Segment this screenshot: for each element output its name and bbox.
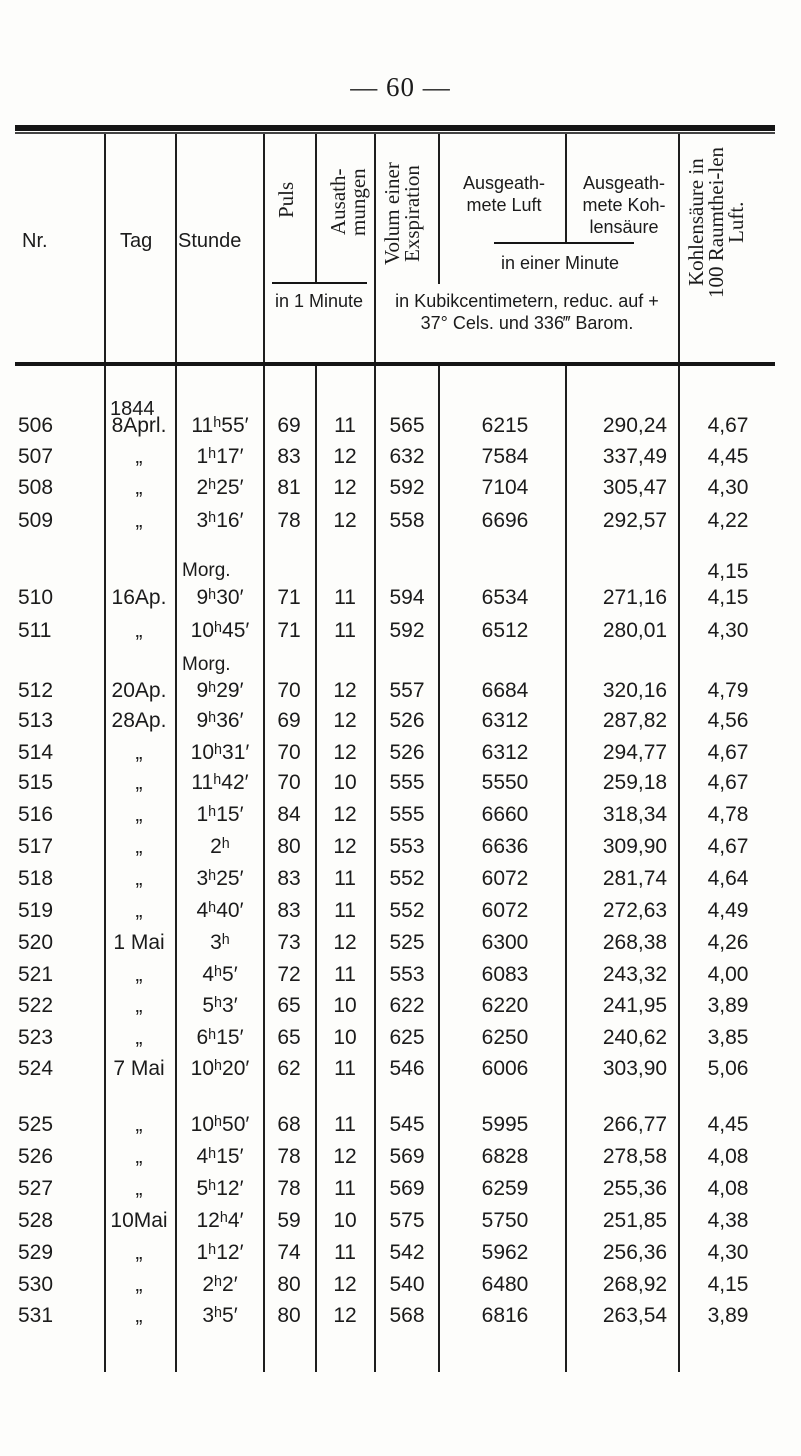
cell-nr: 515 <box>18 771 54 794</box>
cell-koh: 243,32 <box>602 963 668 986</box>
header-kohlensaeure-pct-text: Kohlensäure in 100 Raumthei-len Luft. <box>684 146 748 298</box>
cell-tag: 1 Mai <box>113 931 165 954</box>
table-row <box>0 1142 801 1172</box>
cell-luft: 6312 <box>481 709 529 732</box>
header-in-einer-minute: in einer Minute <box>500 253 620 273</box>
cell-pct: 4,67 <box>707 771 749 794</box>
table-row <box>0 991 801 1021</box>
table-row <box>0 1110 801 1140</box>
cell-tag: 28Ap. <box>111 709 167 732</box>
cell-stunde: 2ʰ <box>210 835 230 858</box>
top-rule <box>15 125 775 131</box>
cell-aus: 11 <box>334 619 356 642</box>
cell-koh: 268,92 <box>602 1273 668 1296</box>
cell-tag: „ <box>135 1177 143 1200</box>
cell-puls: 78 <box>277 1145 301 1168</box>
cell-tag: „ <box>135 1113 143 1136</box>
table-row <box>0 832 801 862</box>
cell-pct: 4,56 <box>707 709 749 732</box>
cell-puls: 83 <box>277 445 301 468</box>
cell-puls: 83 <box>277 899 301 922</box>
table-row <box>0 442 801 472</box>
cell-stunde: 3ʰ5′ <box>202 1304 238 1327</box>
page-number: — 60 — <box>350 72 451 102</box>
cell-vol: 592 <box>389 619 425 642</box>
cell-koh: 268,38 <box>602 931 668 954</box>
cell-nr: 508 <box>18 476 54 499</box>
cell-aus: 10 <box>333 1026 357 1049</box>
cell-stunde: 5ʰ3′ <box>202 994 238 1017</box>
cell-koh: 259,18 <box>602 771 668 794</box>
header-nr: Nr. <box>22 230 48 252</box>
cell-luft: 6072 <box>481 867 529 890</box>
cell-tag: 16Ap. <box>111 586 167 609</box>
cell-pct: 4,67 <box>707 835 749 858</box>
col-divider <box>315 134 317 284</box>
table-row <box>0 1174 801 1204</box>
cell-puls: 78 <box>277 1177 301 1200</box>
brace-right <box>494 242 634 244</box>
cell-vol: 569 <box>389 1145 425 1168</box>
cell-puls: 78 <box>277 509 301 532</box>
cell-puls: 70 <box>277 679 301 702</box>
cell-pct: 4,45 <box>707 445 749 468</box>
cell-luft: 5995 <box>481 1113 529 1136</box>
cell-stunde: 4ʰ15′ <box>196 1145 244 1168</box>
cell-nr: 529 <box>18 1241 54 1264</box>
cell-koh: 290,24 <box>602 414 668 437</box>
cell-pct: 4,00 <box>707 963 749 986</box>
cell-stunde: 2ʰ25′ <box>196 476 244 499</box>
cell-pct: 4,45 <box>707 1113 749 1136</box>
cell-pct: 3,89 <box>707 1304 749 1327</box>
cell-pct: 4,30 <box>707 1241 749 1264</box>
cell-pct: 5,06 <box>707 1057 749 1080</box>
cell-nr: 510 <box>18 586 54 609</box>
cell-vol: 545 <box>389 1113 425 1136</box>
cell-luft: 6300 <box>481 931 529 954</box>
cell-stunde: 11ʰ42′ <box>191 771 249 794</box>
cell-aus: 11 <box>334 867 356 890</box>
cell-nr: 525 <box>18 1113 54 1136</box>
cell-nr: 519 <box>18 899 54 922</box>
cell-vol: 594 <box>389 586 425 609</box>
cell-luft: 6220 <box>481 994 529 1017</box>
cell-luft: 5962 <box>481 1241 529 1264</box>
cell-vol: 555 <box>389 771 425 794</box>
cell-tag: „ <box>135 1241 143 1264</box>
table-row <box>0 928 801 958</box>
cell-koh: 318,34 <box>602 803 668 826</box>
cell-pct: 4,15 <box>707 586 749 609</box>
cell-luft: 6083 <box>481 963 529 986</box>
cell-nr: 527 <box>18 1177 54 1200</box>
cell-aus: 11 <box>334 1057 356 1080</box>
cell-koh: 251,85 <box>602 1209 668 1232</box>
cell-vol: 553 <box>389 835 425 858</box>
cell-aus: 11 <box>334 899 356 922</box>
cell-pct: 3,89 <box>707 994 749 1017</box>
cell-puls: 71 <box>277 586 301 609</box>
cell-puls: 80 <box>277 835 301 858</box>
cell-koh: 305,47 <box>602 476 668 499</box>
table-row <box>0 896 801 926</box>
cell-pct: 4,30 <box>707 476 749 499</box>
cell-luft: 6684 <box>481 679 529 702</box>
cell-vol: 557 <box>389 679 425 702</box>
cell-koh: 256,36 <box>602 1241 668 1264</box>
header-stunde: Stunde <box>178 230 242 252</box>
cell-stunde: 2ʰ2′ <box>202 1273 238 1296</box>
cell-aus: 12 <box>333 1304 357 1327</box>
cell-vol: 592 <box>389 476 425 499</box>
cell-pct: 4,79 <box>707 679 749 702</box>
cell-luft: 6480 <box>481 1273 529 1296</box>
cell-aus: 12 <box>333 709 357 732</box>
cell-tag: „ <box>135 1145 143 1168</box>
cell-stunde: 1ʰ12′ <box>196 1241 244 1264</box>
table-row <box>0 738 801 768</box>
cell-luft: 6696 <box>481 509 529 532</box>
cell-aus: 12 <box>333 1145 357 1168</box>
header-volum-text: Volum einer Exspiration <box>380 162 424 266</box>
header-kohlensaeure <box>570 172 678 238</box>
cell-stunde: 3ʰ <box>210 931 230 954</box>
cell-stunde: 3ʰ16′ <box>196 509 244 532</box>
cell-nr: 520 <box>18 931 54 954</box>
cell-stunde: 4ʰ40′ <box>196 899 244 922</box>
cell-tag: 8Aprl. <box>111 414 167 437</box>
header-rule <box>15 362 775 366</box>
cell-tag: „ <box>135 509 143 532</box>
cell-vol: 555 <box>389 803 425 826</box>
header-luft-text: Ausgeath-mete Luft <box>462 173 546 215</box>
cell-aus: 11 <box>334 1241 356 1264</box>
header-in-1-minute: in 1 Minute <box>274 291 364 311</box>
cell-puls: 69 <box>277 709 301 732</box>
cell-pct: 4,64 <box>707 867 749 890</box>
cell-puls: 62 <box>277 1057 301 1080</box>
table-row <box>0 1238 801 1268</box>
cell-tag: „ <box>135 476 143 499</box>
header-kohlensaeure-pct <box>686 142 766 302</box>
cell-nr: 514 <box>18 741 54 764</box>
table-row <box>0 583 801 613</box>
table-row <box>0 506 801 536</box>
cell-vol: 540 <box>389 1273 425 1296</box>
table-row <box>0 800 801 830</box>
cell-vol: 565 <box>389 414 425 437</box>
header-puls: Puls <box>274 181 298 219</box>
cell-tag: „ <box>135 835 143 858</box>
cell-vol: 542 <box>389 1241 425 1264</box>
cell-nr: 507 <box>18 445 54 468</box>
cell-koh: 281,74 <box>602 867 668 890</box>
cell-aus: 12 <box>333 445 357 468</box>
cell-aus: 12 <box>333 476 357 499</box>
cell-luft: 6006 <box>481 1057 529 1080</box>
cell-tag: „ <box>135 899 143 922</box>
cell-nr: 523 <box>18 1026 54 1049</box>
cell-vol: 526 <box>389 741 425 764</box>
table-row <box>0 960 801 990</box>
cell-tag: 7 Mai <box>113 1057 165 1080</box>
cell-stunde: 10ʰ20′ <box>190 1057 250 1080</box>
cell-nr: 518 <box>18 867 54 890</box>
cell-aus: 12 <box>333 1273 357 1296</box>
cell-koh: 309,90 <box>602 835 668 858</box>
cell-pct: 4,67 <box>707 414 749 437</box>
cell-aus: 12 <box>333 835 357 858</box>
cell-nr: 526 <box>18 1145 54 1168</box>
cell-luft: 5750 <box>481 1209 529 1232</box>
cell-nr: 517 <box>18 835 54 858</box>
cell-puls: 69 <box>277 414 301 437</box>
cell-stunde: 4ʰ5′ <box>202 963 238 986</box>
cell-luft: 6312 <box>481 741 529 764</box>
cell-puls: 84 <box>277 803 301 826</box>
table-row <box>0 1270 801 1300</box>
table-row <box>0 1206 801 1236</box>
cell-pct: 4,38 <box>707 1209 749 1232</box>
cell-nr: 530 <box>18 1273 54 1296</box>
header-ausathmungen-text: Ausath-mungen <box>326 168 370 236</box>
cell-luft: 6250 <box>481 1026 529 1049</box>
cell-aus: 11 <box>334 586 356 609</box>
cell-vol: 558 <box>389 509 425 532</box>
header-tag: Tag <box>120 230 153 252</box>
cell-pct: 4,15 <box>707 1273 749 1296</box>
header-kubik-note: in Kubikcentimetern, reduc. auf + 37° Cels. und 336‴ Barom. <box>395 291 659 333</box>
cell-stunde: 10ʰ50′ <box>190 1113 250 1136</box>
cell-puls: 80 <box>277 1304 301 1327</box>
cell-luft: 6215 <box>481 414 529 437</box>
cell-pct: 4,78 <box>707 803 749 826</box>
cell-vol: 569 <box>389 1177 425 1200</box>
cell-pct: 4,26 <box>707 931 749 954</box>
cell-aus: 10 <box>333 771 357 794</box>
cell-nr: 511 <box>18 619 52 642</box>
cell-koh: 280,01 <box>602 619 668 642</box>
cell-stunde: 10ʰ31′ <box>190 741 250 764</box>
cell-tag: „ <box>135 741 143 764</box>
table-row <box>0 706 801 736</box>
cell-nr: 506 <box>18 414 54 437</box>
cell-stunde: 1ʰ17′ <box>196 445 244 468</box>
cell-nr: 531 <box>18 1304 54 1327</box>
cell-koh: 241,95 <box>602 994 668 1017</box>
cell-aus: 12 <box>333 509 357 532</box>
cell-aus: 10 <box>333 1209 357 1232</box>
cell-koh: 292,57 <box>602 509 668 532</box>
table-row <box>0 768 801 798</box>
cell-vol: 625 <box>389 1026 425 1049</box>
cell-koh: 240,62 <box>602 1026 668 1049</box>
cell-koh: 266,77 <box>602 1113 668 1136</box>
cell-tag: 10Mai <box>110 1209 168 1232</box>
cell-vol: 546 <box>389 1057 425 1080</box>
cell-tag: „ <box>135 1304 143 1327</box>
cell-puls: 83 <box>277 867 301 890</box>
cell-tag: „ <box>135 803 143 826</box>
cell-vol: 552 <box>389 899 425 922</box>
header-ausathmungen <box>328 150 368 254</box>
cell-luft: 6512 <box>481 619 529 642</box>
cell-nr: 512 <box>18 679 54 702</box>
cell-puls: 70 <box>277 741 301 764</box>
cell-koh: 271,16 <box>602 586 668 609</box>
cell-stunde: 11ʰ55′ <box>191 414 249 437</box>
cell-stunde: 10ʰ45′ <box>190 619 250 642</box>
cell-nr: 516 <box>18 803 54 826</box>
cell-nr: 522 <box>18 994 54 1017</box>
cell-puls: 68 <box>277 1113 301 1136</box>
cell-luft: 7584 <box>481 445 529 468</box>
cell-aus: 11 <box>334 1113 356 1136</box>
cell-pct: 4,67 <box>707 741 749 764</box>
cell-nr: 513 <box>18 709 54 732</box>
cell-pct: 4,08 <box>707 1177 749 1200</box>
cell-pct: 4,08 <box>707 1145 749 1168</box>
cell-aus: 12 <box>333 803 357 826</box>
cell-vol: 575 <box>389 1209 425 1232</box>
table-row <box>0 1054 801 1084</box>
cell-vol: 526 <box>389 709 425 732</box>
cell-koh: 278,58 <box>602 1145 668 1168</box>
cell-puls: 80 <box>277 1273 301 1296</box>
cell-vol: 622 <box>389 994 425 1017</box>
cell-tag: „ <box>135 867 143 890</box>
cell-puls: 81 <box>277 476 301 499</box>
pct-extra: 4,15 <box>707 560 749 583</box>
cell-aus: 12 <box>333 741 357 764</box>
table-row <box>0 616 801 646</box>
cell-nr: 521 <box>18 963 54 986</box>
cell-puls: 74 <box>277 1241 301 1264</box>
cell-stunde: 3ʰ25′ <box>196 867 244 890</box>
cell-aus: 11 <box>334 963 356 986</box>
cell-koh: 263,54 <box>602 1304 668 1327</box>
cell-nr: 528 <box>18 1209 54 1232</box>
cell-luft: 6259 <box>481 1177 529 1200</box>
cell-puls: 59 <box>277 1209 301 1232</box>
top-rule-thin <box>15 132 775 134</box>
cell-koh: 303,90 <box>602 1057 668 1080</box>
cell-tag: „ <box>135 994 143 1017</box>
cell-tag: „ <box>135 619 143 642</box>
cell-vol: 552 <box>389 867 425 890</box>
cell-stunde: 1ʰ15′ <box>196 803 244 826</box>
cell-stunde: 6ʰ15′ <box>196 1026 244 1049</box>
cell-stunde: 12ʰ4′ <box>196 1209 244 1232</box>
cell-luft: 6660 <box>481 803 529 826</box>
header-kohlensaeure-text: Ausgeath-mete Koh-lensäure <box>582 173 666 237</box>
cell-aus: 11 <box>334 1177 356 1200</box>
col-divider <box>565 134 567 244</box>
cell-pct: 4,30 <box>707 619 749 642</box>
cell-tag: „ <box>135 1273 143 1296</box>
cell-tag: 20Ap. <box>111 679 167 702</box>
cell-puls: 72 <box>277 963 301 986</box>
table-row <box>0 1023 801 1053</box>
cell-stunde: 9ʰ29′ <box>196 679 244 702</box>
cell-aus: 12 <box>333 679 357 702</box>
cell-koh: 320,16 <box>602 679 668 702</box>
cell-vol: 553 <box>389 963 425 986</box>
cell-vol: 525 <box>389 931 425 954</box>
cell-luft: 6072 <box>481 899 529 922</box>
cell-koh: 255,36 <box>602 1177 668 1200</box>
cell-puls: 71 <box>277 619 301 642</box>
cell-puls: 73 <box>277 931 301 954</box>
cell-tag: „ <box>135 445 143 468</box>
table-row <box>0 411 801 441</box>
header-volum <box>382 144 432 284</box>
cell-luft: 6636 <box>481 835 529 858</box>
cell-pct: 3,85 <box>707 1026 749 1049</box>
cell-aus: 11 <box>334 414 356 437</box>
col-divider <box>438 134 440 284</box>
cell-koh: 294,77 <box>602 741 668 764</box>
cell-nr: 509 <box>18 509 54 532</box>
morg-label-510: Morg. <box>182 560 231 581</box>
cell-koh: 272,63 <box>602 899 668 922</box>
cell-koh: 287,82 <box>602 709 668 732</box>
cell-luft: 7104 <box>481 476 529 499</box>
cell-tag: „ <box>135 1026 143 1049</box>
cell-tag: „ <box>135 963 143 986</box>
cell-puls: 70 <box>277 771 301 794</box>
cell-tag: „ <box>135 771 143 794</box>
cell-luft: 6816 <box>481 1304 529 1327</box>
cell-stunde: 9ʰ36′ <box>196 709 244 732</box>
header-luft <box>446 172 562 216</box>
brace-left <box>272 282 367 284</box>
cell-stunde: 5ʰ12′ <box>196 1177 244 1200</box>
cell-nr: 524 <box>18 1057 54 1080</box>
cell-vol: 632 <box>389 445 425 468</box>
cell-luft: 6534 <box>481 586 529 609</box>
table-row <box>0 473 801 503</box>
cell-puls: 65 <box>277 1026 301 1049</box>
cell-aus: 12 <box>333 931 357 954</box>
table-row <box>0 676 801 706</box>
cell-vol: 568 <box>389 1304 425 1327</box>
cell-pct: 4,22 <box>707 509 749 532</box>
year-label: 1844 <box>110 398 155 420</box>
cell-stunde: 9ʰ30′ <box>196 586 244 609</box>
cell-aus: 10 <box>333 994 357 1017</box>
morg-label-512: Morg. <box>182 654 231 675</box>
table-row <box>0 864 801 894</box>
cell-luft: 6828 <box>481 1145 529 1168</box>
table-row <box>0 1301 801 1331</box>
cell-puls: 65 <box>277 994 301 1017</box>
cell-pct: 4,49 <box>707 899 749 922</box>
cell-koh: 337,49 <box>602 445 668 468</box>
cell-luft: 5550 <box>481 771 529 794</box>
